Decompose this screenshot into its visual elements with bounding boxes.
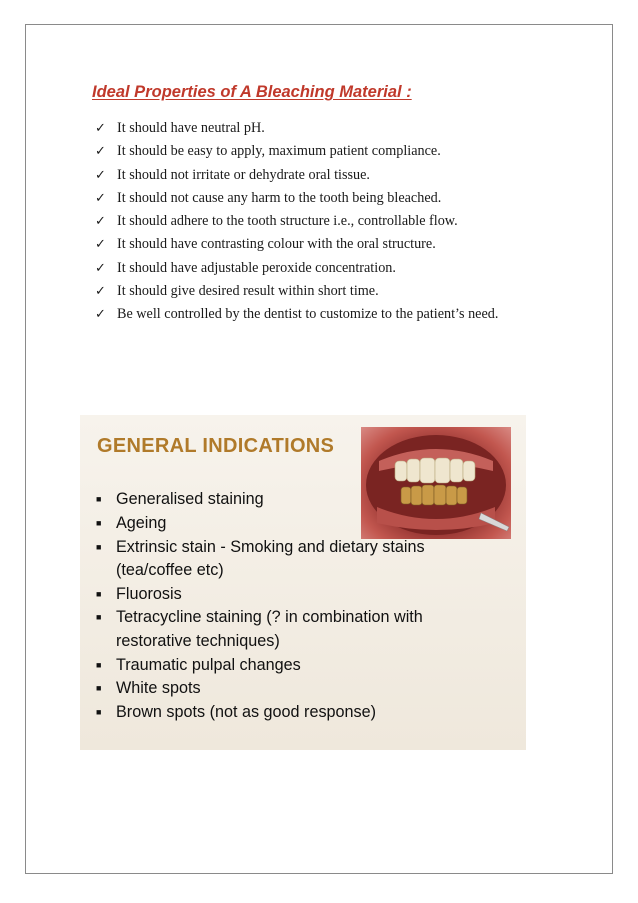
slide-title: GENERAL INDICATIONS bbox=[97, 435, 335, 457]
checkmark-icon: ✓ bbox=[95, 144, 106, 160]
list-item: ✓ It should adhere to the tooth structure i.e., controllable flow. bbox=[95, 210, 575, 233]
list-item: ✓ It should be easy to apply, maximum patient compliance. bbox=[95, 140, 575, 163]
list-item: ✓ It should have neutral pH. bbox=[95, 117, 575, 140]
list-item: ■ White spots bbox=[94, 677, 514, 700]
checkmark-icon: ✓ bbox=[95, 237, 106, 253]
properties-list bbox=[95, 117, 575, 327]
bullet-icon: ■ bbox=[96, 683, 102, 694]
checkmark-icon: ✓ bbox=[95, 260, 106, 276]
list-item: ■ Brown spots (not as good response) bbox=[94, 701, 514, 724]
checkmark-icon: ✓ bbox=[95, 307, 106, 323]
checkmark-icon: ✓ bbox=[95, 121, 106, 136]
list-item: ■ Fluorosis bbox=[94, 583, 514, 606]
section-heading: Ideal Properties of A Bleaching Material : bbox=[92, 83, 412, 101]
list-item: ✓ It should not cause any harm to the tooth being bleached. bbox=[95, 187, 575, 210]
list-item: ■ Tetracycline staining (? in combination with restorative techniques) bbox=[96, 608, 423, 650]
checkmark-icon: ✓ bbox=[95, 284, 106, 300]
bullet-icon: ■ bbox=[96, 517, 102, 528]
bullet-icon: ■ bbox=[96, 612, 102, 623]
indications-list bbox=[94, 488, 514, 724]
list-item: ■ Extrinsic stain - Smoking and dietary stains (tea/coffee etc) bbox=[96, 537, 425, 579]
list-item: ✓ It should have adjustable peroxide concentration. bbox=[95, 257, 575, 280]
list-item: ■ Generalised staining bbox=[94, 488, 514, 511]
list-item: ■ Traumatic pulpal changes bbox=[94, 654, 514, 677]
bullet-icon: ■ bbox=[96, 707, 102, 718]
checkmark-icon: ✓ bbox=[95, 214, 106, 230]
bullet-icon: ■ bbox=[96, 588, 102, 599]
bullet-icon: ■ bbox=[96, 659, 102, 670]
bullet-icon: ■ bbox=[96, 541, 102, 552]
list-item: ✓ Be well controlled by the dentist to customize to the patient’s need. bbox=[95, 303, 575, 326]
checkmark-icon: ✓ bbox=[95, 190, 106, 206]
indications-slide-image bbox=[80, 415, 526, 750]
list-item: ■ Ageing bbox=[94, 512, 514, 535]
checkmark-icon: ✓ bbox=[95, 167, 106, 183]
list-item: ✓ It should not irritate or dehydrate oral tissue. bbox=[95, 164, 575, 187]
list-item: ✓ It should give desired result within short time. bbox=[95, 280, 575, 303]
list-item: ✓ It should have contrasting colour with the oral structure. bbox=[95, 233, 575, 256]
bullet-icon: ■ bbox=[96, 494, 102, 504]
